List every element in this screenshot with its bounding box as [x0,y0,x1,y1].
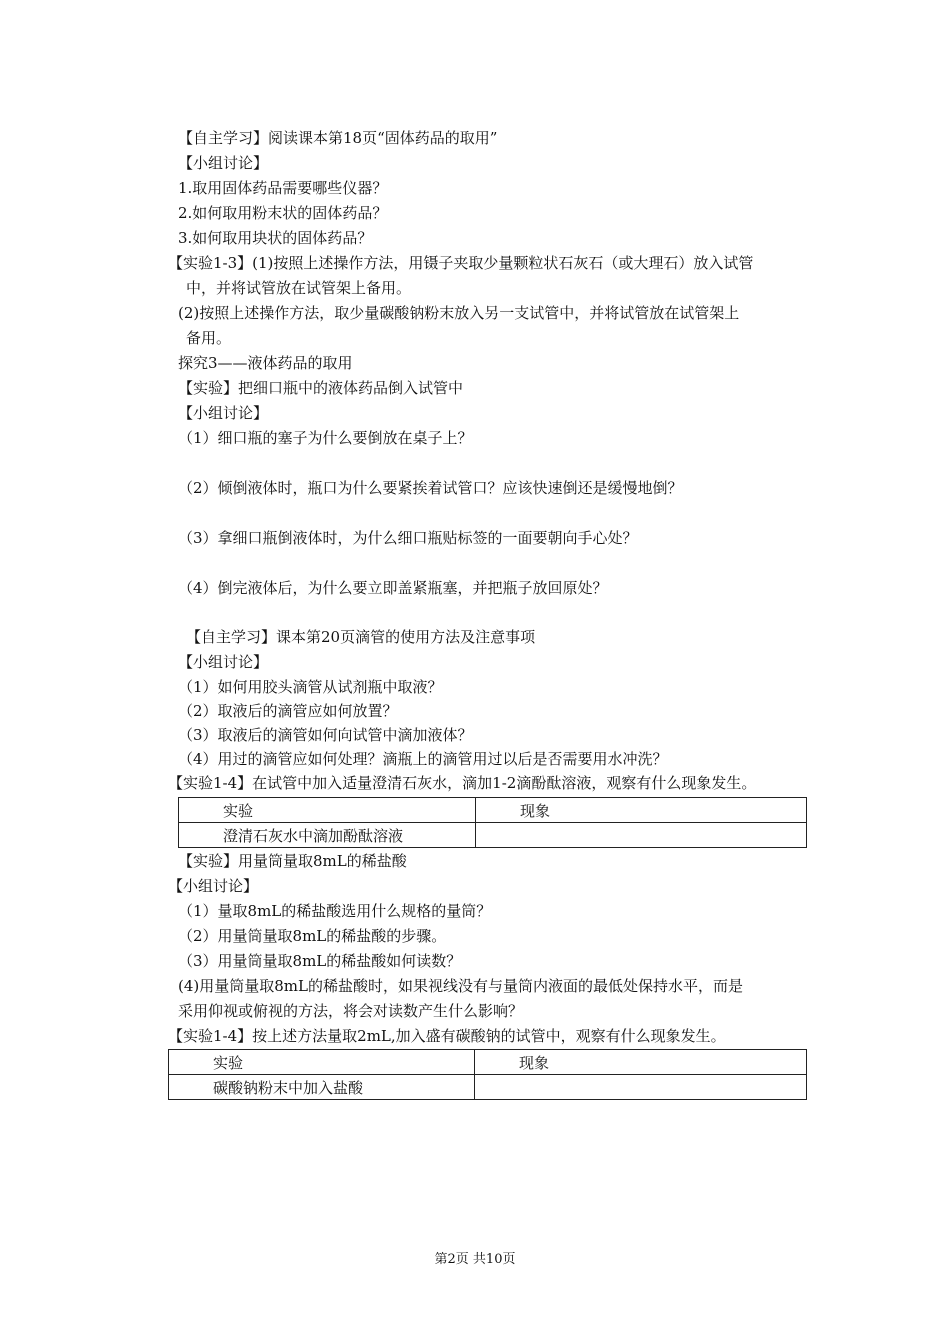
text-line: 【小组讨论】 [178,154,269,172]
question-line: （2）倾倒液体时，瓶口为什么要紧挨着试管口？应该快速倒还是缓慢地倒？ [178,479,683,497]
table-cell: 碳酸钠粉末中加入盐酸 [169,1075,475,1100]
text-line: 【自主学习】课本第20页滴管的使用方法及注意事项 [186,628,536,646]
question-line: （2）用量筒量取8mL的稀盐酸的步骤。 [178,927,447,945]
table-cell: 澄清石灰水中滴加酚酞溶液 [179,823,476,848]
text-line: 【实验1-3】(1)按照上述操作方法，用镊子夹取少量颗粒状石灰石（或大理石）放入试管 [168,254,754,272]
question-line: 采用仰视或俯视的方法，将会对读数产生什么影响？ [178,1002,524,1020]
text-line: 【实验1-4】在试管中加入适量澄清石灰水，滴加1-2滴酚酞溶液，观察有什么现象发生。 [168,774,757,792]
text-line: 【实验】用量筒量取8mL的稀盐酸 [178,852,407,870]
question-line: （1）量取8mL的稀盐酸选用什么规格的量筒？ [178,902,492,920]
question-line: （4）倒完液体后，为什么要立即盖紧瓶塞，并把瓶子放回原处？ [178,579,608,597]
table-header-cell: 实验 [169,1050,475,1075]
experiment-table-1 [178,797,807,848]
text-line: 【小组讨论】 [178,653,269,671]
text-line: (2)按照上述操作方法，取少量碳酸钠粉末放入另一支试管中，并将试管放在试管架上 [178,304,740,322]
text-line: 【实验】把细口瓶中的液体药品倒入试管中 [178,379,464,397]
table-header-cell: 现象 [475,1050,807,1075]
question-line: （3）用量筒量取8mL的稀盐酸如何读数？ [178,952,462,970]
question-line: （2）取液后的滴管应如何放置？ [178,702,398,720]
question-line: （4）用过的滴管应如何处理？滴瓶上的滴管用过以后是否需要用水冲洗？ [178,750,668,768]
question-line: （1）如何用胶头滴管从试剂瓶中取液？ [178,678,443,696]
page-footer: 第2页 共10页 [434,1252,516,1267]
text-line: 中，并将试管放在试管架上备用。 [186,279,412,297]
question-line: （3）拿细口瓶倒液体时，为什么细口瓶贴标签的一面要朝向手心处？ [178,529,638,547]
table-header-cell: 实验 [179,798,476,823]
text-line: 【小组讨论】 [168,877,259,895]
text-line: 3.如何取用块状的固体药品？ [178,229,373,247]
question-line: (4)用量筒量取8mL的稀盐酸时，如果视线没有与量筒内液面的最低处保持水平，而是 [178,977,743,995]
question-line: （1）细口瓶的塞子为什么要倒放在桌子上？ [178,429,473,447]
text-line: 【小组讨论】 [178,404,269,422]
table-header-cell: 现象 [476,798,807,823]
text-line: 1.取用固体药品需要哪些仪器？ [178,179,388,197]
text-line: 【自主学习】阅读课本第18页“固体药品的取用” [178,129,498,147]
text-line: 2.如何取用粉末状的固体药品？ [178,204,388,222]
text-line: 【实验1-4】按上述方法量取2mL,加入盛有碳酸钠的试管中，观察有什么现象发生。 [168,1027,726,1045]
section-heading: 探究3——液体药品的取用 [178,354,353,372]
table-cell [475,1075,807,1100]
text-line: 备用。 [186,329,232,347]
experiment-table-2 [168,1049,807,1100]
question-line: （3）取液后的滴管如何向试管中滴加液体？ [178,726,473,744]
table-cell [476,823,807,848]
